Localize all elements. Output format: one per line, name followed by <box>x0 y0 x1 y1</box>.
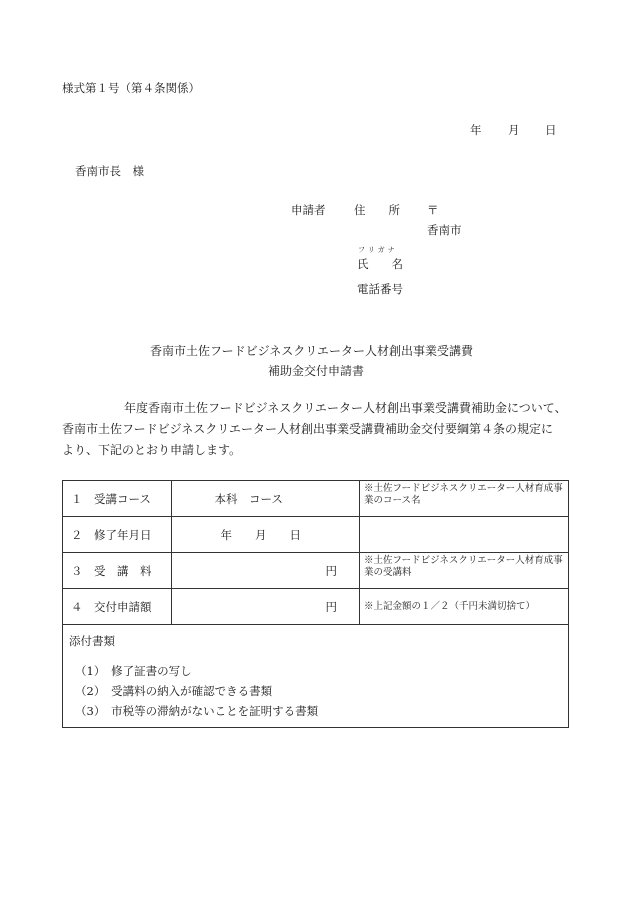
amount-unit: 円 <box>325 599 337 614</box>
application-table <box>62 480 569 728</box>
postal-mark: 〒 <box>427 203 439 217</box>
attachment-item-2: （2） 受講料の納入が確認できる書類 <box>75 684 273 698</box>
fee-unit: 円 <box>325 563 337 578</box>
row-label-course: １ 受講コース <box>63 481 172 517</box>
table-row-attachments <box>63 625 569 728</box>
row-label-amount: ４ 交付申請額 <box>63 589 172 625</box>
table-row <box>63 517 569 553</box>
address-label: 住 所 <box>354 203 400 217</box>
body-line-1: 年度香南市土佐フードビジネスクリエーター人材創出事業受講費補助金について、 <box>124 401 567 415</box>
table-row <box>63 553 569 589</box>
row-value-course[interactable] <box>172 481 360 517</box>
applicant-label: 申請者 <box>291 203 326 217</box>
document-title-line1: 香南市土佐フードビジネスクリエーター人材創出事業受講費 <box>150 344 474 358</box>
body-line-3: より、下記のとおり申請します。 <box>62 443 242 457</box>
date-month: 月 <box>508 123 520 137</box>
addressee: 香南市長 様 <box>75 164 144 178</box>
attachments-cell <box>63 625 569 728</box>
row-label-completion-date: ２ 修了年月日 <box>63 517 172 553</box>
document-title-line2: 補助金交付申請書 <box>268 364 365 378</box>
body-line-2: 香南市土佐フードビジネスクリエーター人材創出事業受講費補助金交付要綱第４条の規定に <box>62 422 554 436</box>
row-value-amount[interactable] <box>172 589 360 625</box>
row-note-completion-date <box>359 517 568 553</box>
row-note-amount: ※上記金額の１／２（千円未満切捨て） <box>359 589 568 625</box>
address-city: 香南市 <box>427 223 462 237</box>
course-value: 本科 コース <box>214 491 283 506</box>
attachments-label: 添付書類 <box>69 634 115 648</box>
name-label: 氏 名 <box>357 257 403 271</box>
row-value-completion-date[interactable] <box>172 517 360 553</box>
date-year: 年 <box>470 123 482 137</box>
completion-date-value: 年 月 日 <box>220 527 301 542</box>
table-row <box>63 589 569 625</box>
form-number: 様式第１号（第４条関係） <box>62 81 200 95</box>
furigana-label: フリガナ <box>358 246 398 254</box>
table-row <box>63 481 569 517</box>
attachment-item-3: （3） 市税等の滞納がないことを証明する書類 <box>75 704 319 718</box>
row-note-course: ※土佐フードビジネスクリエーター人材育成事業のコース名 <box>359 481 568 517</box>
row-label-fee: ３ 受 講 料 <box>63 553 172 589</box>
date-day: 日 <box>545 123 557 137</box>
row-value-fee[interactable] <box>172 553 360 589</box>
row-note-fee: ※土佐フードビジネスクリエーター人材育成事業の受講料 <box>359 553 568 589</box>
attachment-item-1: （1） 修了証書の写し <box>75 664 192 678</box>
phone-label: 電話番号 <box>357 282 403 296</box>
